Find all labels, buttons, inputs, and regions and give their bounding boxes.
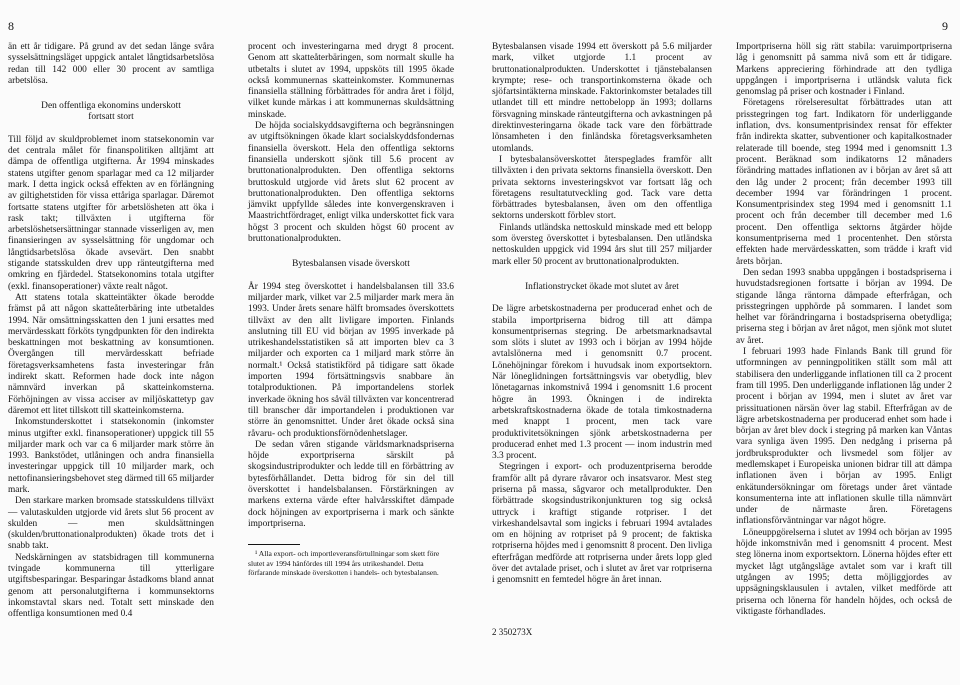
left-page-number: 8: [8, 19, 14, 33]
paragraph: Löneuppgörelserna i slutet av 1994 och början av 1995 höjde inkomstnivån med i genomsnitt 4 procent. Mest steg lönerna inom exportsektorn. Lönerna höjdes efter ett mycket lågt utgångsläge avtalet som var i kraft till utgången av 1995; detta möjliggjordes av uppsägningsklausulen i avtalen, vilket medförde att priserna och lönerna för handeln höjdes, och också de viktigaste förhandlades.: [736, 527, 952, 617]
paragraph: Importpriserna höll sig rätt stabila: varuimportpriserna låg i genomsnitt på samma nivå som ett år tidigare. Markens appreciering förhindrade att den tydliga uppgången i importpriserna i utländsk valuta fick genomslag på priser och kostnader i Finland.: [736, 42, 952, 98]
paragraph: De sedan våren stigande världsmarknadspriserna höjde exportpriserna särskilt på skogsindustriprodukter och ledde till en förbättring av bytesförhållandet. Detta bidrog för sin del till överskottet i handelsbalansen. Förstärkningen av markens externa värde efter halvårsskiftet dämpade dock höjningen av exportpriserna i mark och sänkte importpriserna.: [248, 439, 454, 529]
text-column-4: [736, 42, 952, 618]
section-heading: Bytesbalansen visade överskott: [292, 259, 410, 270]
section-heading: Den offentliga ekonomins underskott: [41, 101, 181, 112]
paragraph: I februari 1993 hade Finlands Bank till grund för utformningen av penningpolitiken ställt som mål att stabilisera den underliggande inflationen till ca 2 procent fram till 1995. Den underliggande inflationen låg under 2 procent i början av 1994, men i slutet av året var prissituationen närsän över lag stabil. Efterfrågan av de lägre arbetskostnaderna per producerad enhet som hade i början av året blev dock i stegring på marken kan Våntas vara synliga även 1995. Den nedgång i priserna på jordbruksprodukter och livsmedel som följer av medlemskapet i Europeiska unionen bidrar till att dämpa inflationen även i början av 1995. Enligt enkätundersökningar om företags under året väntade konsumenterna inte att inflationen skulle tilla nämnvärt under de närmaste åren. Företagens inflationsförväntningar var något högre.: [736, 347, 952, 527]
paragraph: I bytesbalansöverskottet återspeglades framför allt tillväxten i den privata sektorns finansiella överskott. Den privata sektorns investeringskvot var fortsatt låg och företagens resultatutveckling god. Tack vare detta förbättrades bytesbalansen, även om den offentliga sektorns underskott förblev stort.: [492, 154, 712, 222]
paragraph: Bytesbalansen visade 1994 ett överskott på 5.6 miljarder mark, vilket utgjorde 1.1 procent av bruttonationalprodukten. Underskottet i tjänstebalansen krympte; rese- och transportinkomsterna ökade och sjöfartsintäkterna minskade. Faktorinkomster betalades till utlandet till ett mindre nettobelopp än 1993; dollarns försvagning minskade ränteutgifterna och avkastningen på direktinvesteringarna ökade tack vare den förbättrade lönsamheten i den finländska företagsverksamheten utomlands.: [492, 42, 712, 154]
right-page-number: 9: [942, 19, 948, 33]
paragraph: Den sedan 1993 snabba uppgången i bostadspriserna i huvudstadsregionen fortsatte i början av 1994. De stigande långa räntorna dämpade efterfrågan, och prisstegringen upphörde på sommaren. I landet som helhet var förändringarna i bostadspriserna obetydliga; priserna steg i början av året något, men sjönk mot slutet av året.: [736, 267, 952, 346]
paragraph: Att statens totala skatteintäkter ökade berodde främst på att någon skatteåterbäring inte utbetaldes 1994. När omsättningsskatten den 1 juni ersattes med mervärdesskatt förköts tyngdpunkten för den indirekta beskattningen mot beskattning av konsumtionen. Övergången till mervärdesskatt befriade företagsverksamhetens fasta investeringar från indirekt skatt. Reformen hade dock inte någon nämnvärd inverkan på skatteinkomsterna. Förhöjningen av vissa acciser av miljöskattetyp gav däremot ett litet tillskott till skatteinkomsterna.: [8, 292, 214, 416]
paragraph: Företagens rörelseresultat förbättrades utan att prisstegringen tog fart. Indikatorn för underliggande inflation, dvs. konsumentprisindex rensat för effekter från indirekta skatter, subventioner och kapitalkostnader relaterade till boende, steg 1994 med i genomsnitt 1.3 procent. Beräknad som indikatorns 12 månaders förändring mattades inflationen av i början av året så att den låg under 2 procent; från december 1993 till december 1994 var förändringen 1 procent. Konsumentprisindex steg 1994 med i genomsnitt 1.1 procent och från december till december med 1.6 procent. Den offentliga sektorns åtgärder höjde konsumentpriserna med 1 procentenhet. Den största effekten hade mervärdesskatten, som trädde i kraft vid årets början.: [736, 98, 952, 267]
paragraph: Finlands utländska nettoskuld minskade med ett belopp som översteg överskottet i bytesbalansen. Den utländska nettoskulden uppgick vid 1994 års slut till 257 miljarder mark eller 50 procent av bruttonationalprodukten.: [492, 222, 712, 267]
paragraph: Den starkare marken bromsade statsskuldens tillväxt — valutaskulden utgjorde vid årets slut 56 procent av skulden — men skuldsättningen (skulden/bruttonationalprodukten) ökade trots det i snabb takt.: [8, 496, 214, 552]
section-heading-line2: fortsatt stort: [88, 112, 134, 123]
paragraph: Nedskärningen av statsbidragen till kommunerna tvingade kommunerna till ytterligare utgiftsbesparingar. Besparingar åstadkoms bland annat genom att personalutgifterna i kommunsektorns inkomstavtal skars ned. Totalt sett minskade den offentliga konsumtionen med 0.4: [8, 552, 214, 620]
text-column-2: [248, 42, 454, 577]
print-code: 2 350273X: [492, 627, 533, 637]
paragraph: procent och investeringarna med drygt 8 procent. Genom att skatteåterbäringen, som normalt skulle ha utbetalts i slutet av 1994, uppsköts till 1995 ökade också kommunernas skatteinkomster. Kommunernas finansiella ställning förbättrades för andra året i följd, vilket kunde märkas i att kommunernas skuldsättning minskade.: [248, 42, 454, 120]
paragraph: än ett år tidigare. På grund av det sedan länge svåra sysselsättningsläget uppgick antalet långtidsarbetslösa redan till 142 000 eller 30 procent av samtliga arbetslösa.: [8, 42, 214, 86]
section-heading: Inflationstrycket ökade mot slutet av året: [525, 281, 679, 292]
footnote-rule: [248, 544, 300, 545]
paragraph: Till följd av skuldproblemet inom statsekonomin var det centrala målet för finanspolitiken alltjämt att dämpa de offentliga utgifterna. År 1994 minskades statens utgifter genom sparlagar med ca 12 miljarder mark. I detta ingick också effekten av en förlängning av giltighetstiden för vissa ettåriga sparlagar. Däremot fortsatte statens utgifter för arbetslösheten att öka i rask takt; tillväxten i utgifterna för arbetslöshetsersättningar stannade visserligen av, men finansieringen av sysselsättning för ungdomar och långtidsarbetslösa ökade avsevärt. Den snabbt stigande statsskulden drev upp ränteutgifterna med omkring en fjärdedel. Statsekonomins totala utgifter (exkl. finansoperationer) växte realt något.: [8, 134, 214, 292]
paragraph: De lägre arbetskostnaderna per producerad enhet och de stabila importpriserna bidrog till att dämpa konsumentprisernas stegring. De arbetsmarknadsavtal som slöts i slutet av 1993 och i början av 1994 höjde avtalslönerna med i genomsnitt 0.7 procent. Lönehöjningar förekom i huvudsak inom exportsektorn. När löneglidningen fortsättningsvis var obetydlig, blev lönetagarnas inkomstnivå 1994 i genomsnitt 1.6 procent högre än 1993. Ökningen i de indirekta arbetskraftskostnaderna ökade de totala timkostnaderna med knappt 1 procent, men tack vare produktivitetsökningen sjönk arbetskostnaderna per producerad enhet med 1.3 procent — inom industrin med 3.3 procent.: [492, 304, 712, 462]
text-column-1: [8, 42, 214, 621]
text-column-3: [492, 42, 712, 587]
paragraph: Inkomstunderskottet i statsekonomin (inkomster minus utgifter exkl. finansoperationer) uppgick till 55 miljarder mark och var ca 6 miljarder mark större än 1993. Bankstödet, utlåningen och andra finansiella investeringar uppgick till 10 miljarder mark, och nettofinansieringsbehovet steg därmed till 65 miljarder mark.: [8, 417, 214, 495]
paragraph: År 1994 steg överskottet i handelsbalansen till 33.6 miljarder mark, vilket var 2.5 miljarder mark mera än 1993. Under årets senare hälft bromsades överskottets tillväxt av den allt livligare importen. Finlands anslutning till EU vid början av 1995 inverkade på utrikeshandelsstatistiken så att importen blev ca 3 miljarder och exporten ca 1 miljard mark större än normalt.¹ Också statistikförd på tidigare satt ökade importen 1994 förtsättningsvis snabbare än totalproduktionen. På importandelens storlek inverkade ökning hos såväl tillväxten var koncentrerad till branscher där importandelen i produktionen var större än genomsnittet. Under året ökade också sina råvaru- och produktionsförnödenhetslager.: [248, 281, 454, 439]
footnote: ¹ Alla export- och importleveransförtullningar som skett före slutet av 1994 hänfördes till 1994 års utrikeshandel. Detta förfarande minskade överskotten i handels- och bytesbalansen.: [248, 549, 440, 577]
paragraph: Stegringen i export- och produzentpriserna berodde framför allt på dyrare råvaror och insatsvaror. Mest steg priserna på massa, sågvaror och metallprodukter. Den förbättrade skogsindustrikonjunkturen tog sig också uttryck i kraftigt stigande rotpriser. I det virkeshandelsavtal som ingicks i februari 1994 avtalades om en höjning av rotpriset på 9 procent; de faktiska rotpriserna höjdes med i genomsnitt 8 procent. Den livliga efterfrågan medförde att rotpriserna under årets lopp gled över det avtalade priset, och i slutet av året var rotpriserna i genomsnitt en femtedel högre än året innan.: [492, 462, 712, 586]
paragraph: De höjda socialskyddsavgifterna och begränsningen av utgiftsökningen ökade klart socialskyddsfondernas finansiella överskott. Hela den offentliga sektorns finansiella underskott sjönk till 5.6 procent av bruttonationalprodukten. Den offentliga sektorns bruttoskuld utgjorde vid årets slut 62 procent av bruttonationalprodukten. Den offentliga sektorns jämvikt uppfyllde således inte konvergenskraven i Maastrichtfördraget, enligt vilka underskottet fick vara högst 3 procent och skulden högst 60 procent av bruttonationalprodukten.: [248, 121, 454, 245]
